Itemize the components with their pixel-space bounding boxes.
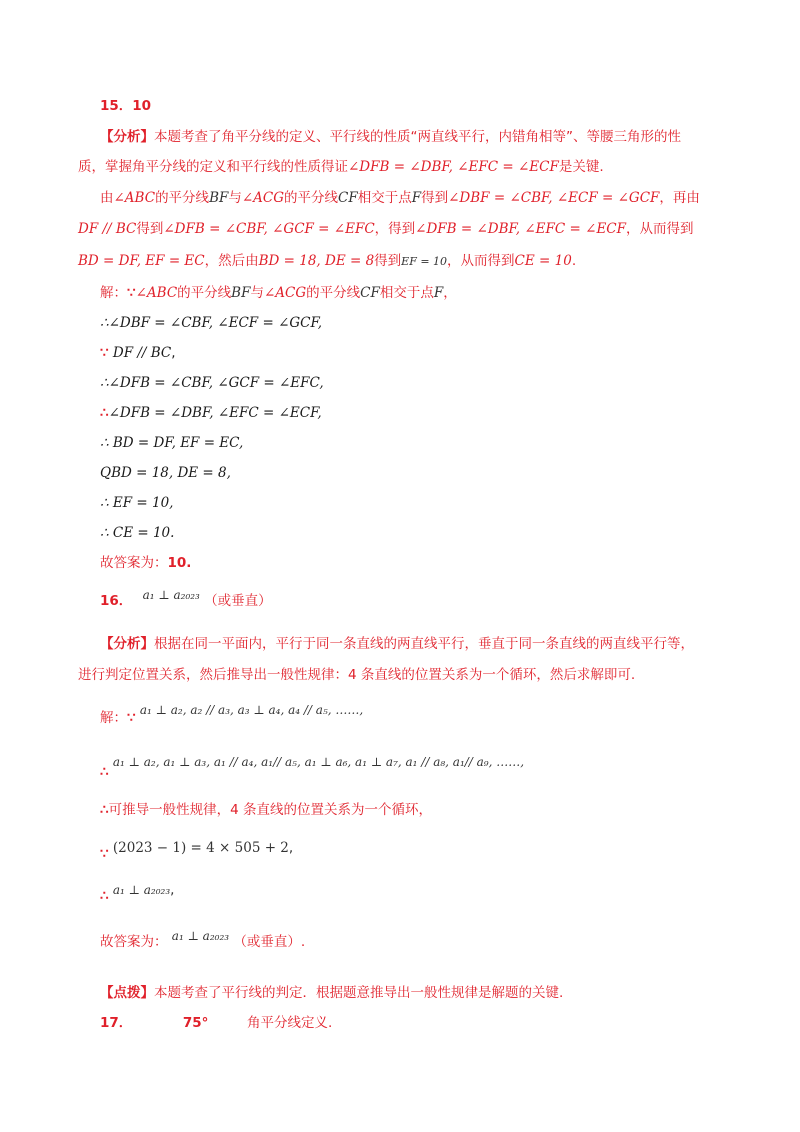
because-symbol: ∵ [127,285,136,301]
q16-answer-header: 16． a₁ ⊥ a₂₀₂₃ （或垂直） [100,588,272,609]
q15-solution-line-8: ∴ EF = 10, [100,495,174,511]
q15-solution-line-3: ∵ DF // BC, [100,345,176,361]
q16-tip-line: 【点拨】本题考查了平行线的判定．根据题意推导出一般性规律是解题的关键. [100,985,564,1001]
q15-answer-header: 15．10 [100,98,152,114]
q15-analysis-line-2: 质，掌握角平分线的定义和平行线的性质得证∠DFB = ∠DBF, ∠EFC = ∠ECF是关键. [78,159,604,175]
because-symbol: ∵ [100,846,109,862]
q16-solution-line-1: 解：∵ a₁ ⊥ a₂, a₂ // a₃, a₃ ⊥ a₄, a₄ // a₅, ……, [100,703,364,726]
q15-solution-line-1: 解：∵∠ABC的平分线BF与∠ACG的平分线CF相交于点F， [100,285,457,301]
q15-answer-line: 故答案为：10. [100,555,192,571]
therefore-symbol: ∴ [100,405,109,421]
because-symbol: ∵ [100,345,109,361]
q16-answer-line: 故答案为： a₁ ⊥ a₂₀₂₃ （或垂直）. [100,929,306,950]
q16-solution-line-5: ∴ a₁ ⊥ a₂₀₂₃, [100,882,175,904]
q15-solution-line-4: ∴∠DFB = ∠CBF, ∠GCF = ∠EFC, [100,375,324,391]
therefore-symbol: ∴ [100,802,109,818]
q15-analysis-line-3: 由∠ABC的平分线BF与∠ACG的平分线CF相交于点F得到∠DBF = ∠CBF, ∠ECF = ∠GCF，再由 [100,190,700,206]
q16-solution-line-4: ∵ (2023 − 1) = 4 × 505 + 2, [100,840,294,862]
therefore-symbol: ∴ [100,764,109,780]
q15-solution-line-6: ∴ BD = DF, EF = EC, [100,435,244,451]
q16-solution-line-2: ∴ a₁ ⊥ a₂, a₁ ⊥ a₃, a₁ // a₄, a₁// a₅, a₁ ⊥ a₆, a₁ ⊥ a₇, a₁ // a₈, a₁// a₉, ……, [100,755,525,780]
q15-analysis-line-4: DF // BC得到∠DFB = ∠CBF, ∠GCF = ∠EFC，得到∠DFB = ∠DBF, ∠EFC = ∠ECF，从而得到 [78,221,694,237]
q15-solution-line-7: QBD = 18, DE = 8, [100,465,231,481]
q15-analysis-line-1: 【分析】本题考查了角平分线的定义、平行线的性质“两直线平行，内错角相等”、等腰三角形的性 [100,129,681,145]
q17-answer-line: 17． 75° 角平分线定义. [100,1015,333,1031]
analysis-tag: 【分析】 [100,129,154,145]
q15-solution-line-5: ∴∠DFB = ∠DBF, ∠EFC = ∠ECF, [100,405,322,421]
therefore-symbol: ∴ [100,888,109,904]
q15-analysis-line-5: BD = DF, EF = EC，然后由BD = 18, DE = 8得到EF = 10，从而得到CE = 10. [78,253,577,269]
q15-solution-line-9: ∴ CE = 10. [100,525,175,541]
q16-analysis-line-2: 进行判定位置关系，然后推导出一般性规律：4 条直线的位置关系为一个循环，然后求解即可. [78,667,636,683]
q15-solution-line-2: ∴∠DBF = ∠CBF, ∠ECF = ∠GCF, [100,315,323,331]
q16-analysis-line-1: 【分析】根据在同一平面内，平行于同一条直线的两直线平行，垂直于同一条直线的两直线平行等， [100,636,694,652]
q16-solution-line-3: ∴可推导一般性规律，4 条直线的位置关系为一个循环， [100,802,432,818]
